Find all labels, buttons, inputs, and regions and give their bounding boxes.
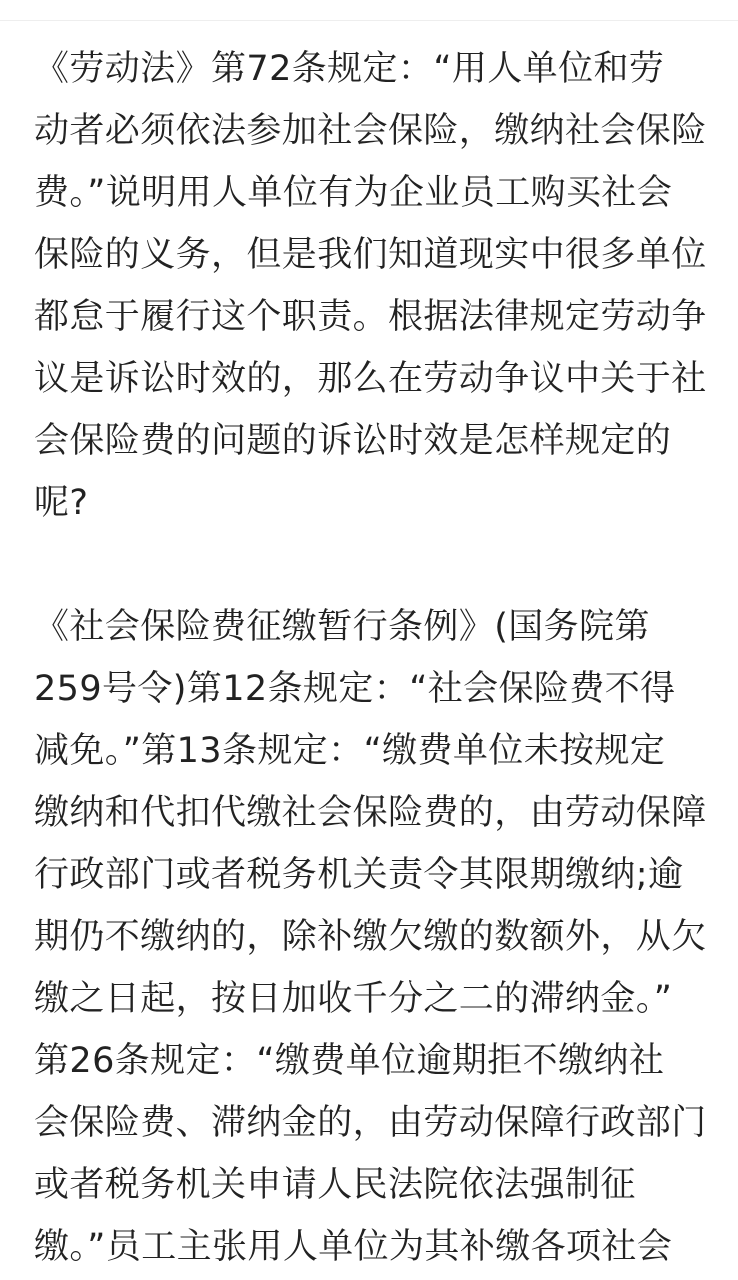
text-line: 保险的义务，但是我们知道现实中很多单位 <box>34 235 707 275</box>
text-line: 都怠于履行这个职责。根据法律规定劳动争 <box>34 297 707 337</box>
text-line: 缴。”员工主张用人单位为其补缴各项社会 <box>34 1227 673 1267</box>
paragraph-labor-law <box>34 38 714 534</box>
text-line: 第26条规定：“缴费单位逾期拒不缴纳社 <box>34 1041 665 1081</box>
text-line: 议是诉讼时效的，那么在劳动争议中关于社 <box>34 359 707 399</box>
text-line: 费。”说明用人单位有为企业员工购买社会 <box>34 173 673 213</box>
text-line: 259号令)第12条规定：“社会保险费不得 <box>34 669 676 709</box>
text-line: 会保险费的问题的诉讼时效是怎样规定的 <box>34 421 672 461</box>
top-divider <box>0 0 738 21</box>
text-line: 期仍不缴纳的，除补缴欠缴的数额外，从欠 <box>34 917 707 957</box>
text-line: 呢? <box>34 483 89 523</box>
paragraph-social-insurance-regulation <box>34 596 714 1278</box>
text-line: 《社会保险费征缴暂行条例》(国务院第 <box>34 607 650 647</box>
text-line: 《劳动法》第72条规定：“用人单位和劳 <box>34 49 665 89</box>
text-line: 行政部门或者税务机关责令其限期缴纳;逾 <box>34 855 684 895</box>
text-line: 动者必须依法参加社会保险，缴纳社会保险 <box>34 111 707 151</box>
article-body <box>34 38 714 1278</box>
text-line: 减免。”第13条规定：“缴费单位未按规定 <box>34 731 666 771</box>
text-line: 缴纳和代扣代缴社会保险费的，由劳动保障 <box>34 793 707 833</box>
paragraph-spacer <box>34 534 714 596</box>
text-line: 或者税务机关申请人民法院依法强制征 <box>34 1165 636 1205</box>
text-line: 缴之日起，按日加收千分之二的滞纳金。” <box>34 979 673 1019</box>
text-line: 会保险费、滞纳金的，由劳动保障行政部门 <box>34 1103 707 1143</box>
